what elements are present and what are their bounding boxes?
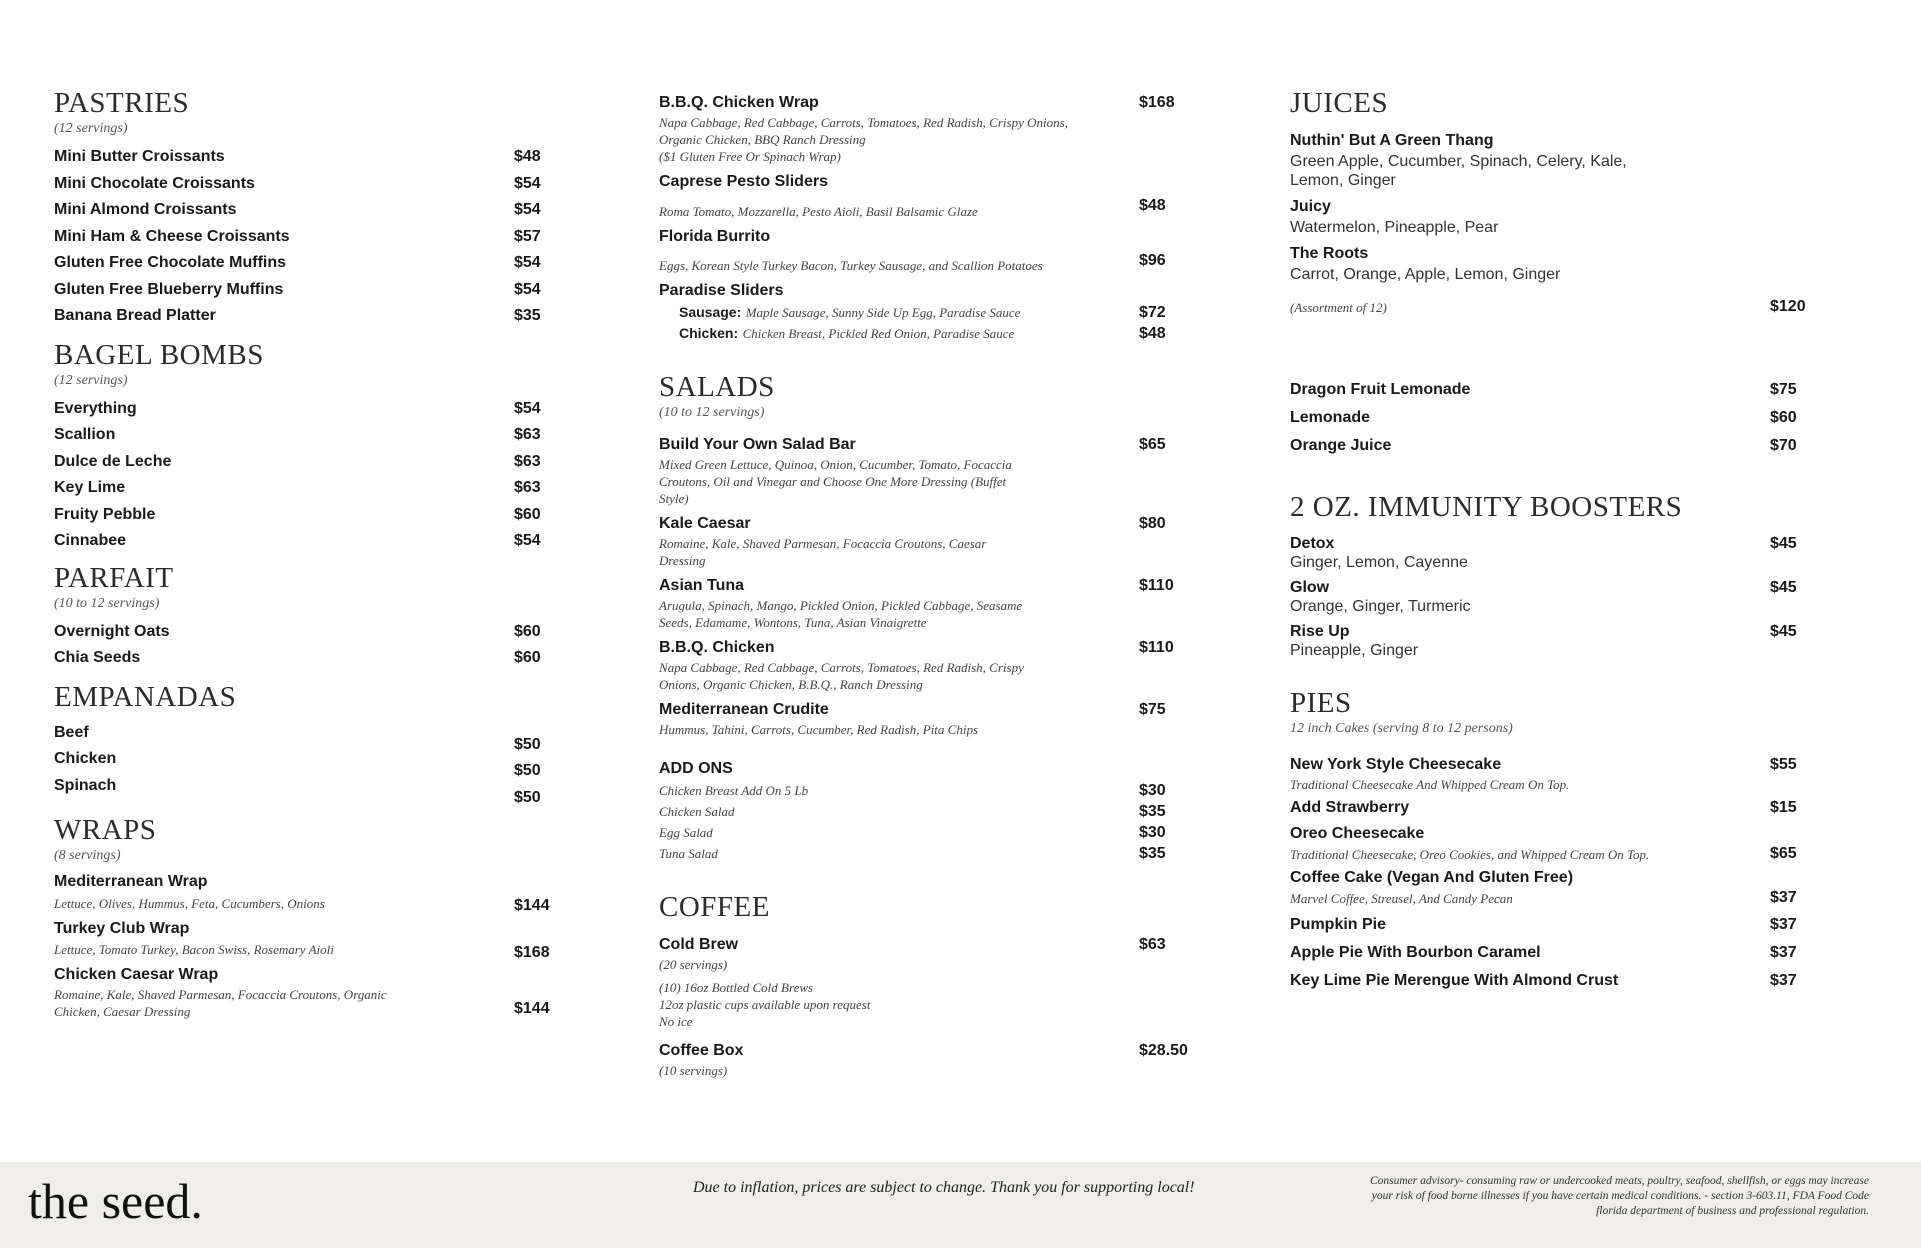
bagel-bombs-section [54,338,554,555]
item-price: $28.50 [1139,1042,1188,1059]
add-on-name: Egg Salad [659,825,713,840]
section-title: COFFEE [659,891,770,923]
juices-section [1290,86,1830,460]
menu-item [54,224,554,251]
column-right [1290,86,1830,995]
item-name: Scallion [54,426,116,443]
item-price: $65 [1770,845,1797,862]
section-title: WRAPS [54,814,157,846]
item-price: $144 [514,897,550,914]
item-price: $35 [514,307,541,324]
variant-price: $48 [1139,325,1166,342]
section-title: SALADS [659,371,775,403]
item-price: $54 [514,174,541,192]
item-price: $60 [1770,409,1797,426]
pastries-section [54,86,554,330]
booster-item [1290,578,1830,616]
item-name: Overnight Oats [54,622,170,640]
juice-item [1290,196,1830,237]
menu-item [54,277,554,304]
pie-item [1290,911,1830,939]
item-name: Dragon Fruit Lemonade [1290,381,1471,398]
item-desc: Marvel Coffee, Streusel, And Candy Pecan [1290,891,1513,906]
item-desc-line: (10) 16oz Bottled Cold Brews [659,980,814,995]
item-name: Cold Brew [659,936,739,953]
menu-item [54,871,554,912]
item-name: Detox [1290,535,1335,552]
menu-item [54,619,554,646]
parfait-section [54,561,554,672]
coffee-section [659,890,1199,1079]
item-note: ($1 Gluten Free Or Spinach Wrap) [659,149,841,164]
menu-item [1290,432,1830,460]
menu-item [54,918,554,959]
item-price: $54 [514,532,541,549]
menu-item [659,513,1199,569]
item-name: Oreo Cheesecake [1290,825,1425,842]
booster-item [1290,534,1830,572]
item-price: $168 [514,943,550,961]
variant-desc: Chicken Breast, Pickled Red Onion, Paradise Sauce [742,326,1015,341]
item-name: Florida Burrito [659,227,771,245]
item-price: $54 [514,201,541,218]
item-name: Juicy [1290,198,1331,215]
item-desc: Carrot, Orange, Apple, Lemon, Ginger [1290,266,1561,283]
section-title: JUICES [1290,87,1389,119]
menu-item [54,303,554,330]
item-name: Nuthin' But A Green Thang [1290,132,1494,149]
item-name: Coffee Cake (Vegan And Gluten Free) [1290,869,1574,886]
item-desc: Lettuce, Olives, Hummus, Feta, Cucumbers, Onions [54,895,325,911]
price-notice: Due to inflation, prices are subject to change. Thank you for supporting local! [693,1179,1195,1196]
item-desc: Napa Cabbage, Red Cabbage, Carrots, Tomatoes, Red Radish, Crispy Onions, Organic Chicken, B.B.Q., Ranch Dressing [659,660,1024,692]
item-desc: Hummus, Tahini, Carrots, Cucumber, Red Radish, Pita Chips [659,722,979,737]
item-price: $75 [1139,701,1166,718]
menu-item-paradise-sliders [659,280,1199,344]
item-name: Turkey Club Wrap [54,919,190,937]
menu-item-cold-brew [659,934,1199,1030]
menu-item [659,575,1199,631]
variant-desc: Maple Sausage, Sunny Side Up Egg, Paradise Sauce [745,305,1021,320]
add-on-name: Chicken Breast Add On 5 Lb [659,783,809,798]
pie-item [1290,967,1830,995]
add-ons-section [659,758,1199,864]
item-servings: (10 servings) [659,1063,728,1078]
menu-item [659,637,1199,693]
item-name: Mini Butter Croissants [54,148,225,165]
add-on-name: Tuna Salad [659,846,718,861]
juice-item [1290,130,1830,190]
juice-item [1290,243,1830,284]
item-price: $110 [1139,577,1174,594]
menu-item-caprese [659,171,1199,220]
menu-item [54,449,554,476]
section-servings: (12 servings) [54,372,128,388]
item-price: $54 [514,399,541,417]
section-title: 2 OZ. IMMUNITY BOOSTERS [1290,491,1683,523]
item-desc: Traditional Cheesecake And Whipped Cream On Top. [1290,777,1570,792]
item-name: Glow [1290,579,1330,596]
variant-price: $72 [1139,304,1166,321]
item-price: $45 [1770,579,1797,596]
item-price: $48 [1139,197,1166,214]
item-name: Dulce de Leche [54,452,172,470]
immunity-boosters-section [1290,490,1830,660]
item-price: $45 [1770,623,1797,640]
add-ons-title: ADD ONS [659,760,733,777]
item-name: Kale Caesar [659,515,751,532]
menu-item-name: Spinach [54,776,117,794]
menu-item-name: Beef [54,723,89,741]
item-name: Everything [54,399,137,417]
menu-item [54,144,554,171]
item-price: $60 [514,622,541,640]
variant-label: Sausage: [679,304,742,320]
item-price: $37 [1770,944,1797,961]
item-name: Mediterranean Crudite [659,701,829,718]
menu-item-name: Chicken [54,750,117,767]
item-price: $15 [1770,799,1797,816]
section-servings: (10 to 12 servings) [659,405,765,420]
item-name: B.B.Q. Chicken [659,639,775,656]
add-on-name: Chicken Salad [659,804,735,819]
item-price: $54 [514,280,541,298]
item-desc: Eggs, Korean Style Turkey Bacon, Turkey Sausage, and Scallion Potatoes [659,258,1043,273]
item-price: $60 [514,649,541,666]
menu-item [54,396,554,423]
menu-item [54,197,554,224]
item-name: Lemonade [1290,409,1371,426]
item-price: $45 [1770,535,1797,552]
item-name: Apple Pie With Bourbon Caramel [1290,944,1541,961]
variant-label: Chicken: [679,325,739,341]
item-name: Key Lime [54,479,126,496]
section-title: PASTRIES [54,87,190,119]
item-price: $75 [1770,381,1797,398]
item-name: Fruity Pebble [54,505,156,523]
menu-item [659,699,1199,738]
item-price: $70 [1770,437,1797,454]
item-name: Paradise Sliders [659,282,784,299]
item-desc: Lettuce, Tomato Turkey, Bacon Swiss, Rosemary Aioli [54,942,334,957]
item-desc: Mixed Green Lettuce, Quinoa, Onion, Cucumber, Tomato, Focaccia Croutons, Oil and Vinegar and Choose One More Dressing (Buffet Style) [659,457,1012,506]
item-price: $50 [514,735,541,753]
item-price: $37 [1770,889,1797,906]
menu-item [54,645,554,672]
section-title: PIES [1290,687,1352,719]
item-desc: Pineapple, Ginger [1290,642,1419,659]
item-name: Chicken Caesar Wrap [54,966,219,983]
empanadas-section [54,680,554,812]
item-name: Mini Chocolate Croissants [54,174,255,192]
section-title: PARFAIT [54,561,174,594]
add-on-price: $35 [1139,845,1166,862]
menu-item [1290,376,1830,404]
item-desc-line: 12oz plastic cups available upon request [659,997,871,1012]
item-name: The Roots [1290,245,1369,262]
footer-bar [0,1162,1921,1248]
item-desc: Ginger, Lemon, Cayenne [1290,554,1468,571]
item-price: $63 [514,479,541,496]
column-middle [659,92,1199,1085]
item-name: Pumpkin Pie [1290,916,1387,933]
item-name: Asian Tuna [659,577,745,594]
item-name: Cinnabee [54,532,127,549]
section-title: EMPANADAS [54,680,237,713]
wraps-section [54,813,554,1020]
menu-item [54,502,554,529]
pie-item [1290,754,1830,793]
menu-item [54,171,554,198]
item-name: Build Your Own Salad Bar [659,436,856,453]
menu-item-burrito [659,226,1199,275]
item-name: Add Strawberry [1290,799,1410,816]
menu-item-coffee-box [659,1040,1199,1079]
item-desc: Arugula, Spinach, Mango, Pickled Onion, Pickled Cabbage, Seasame Seeds, Edamame, Wontons, Tuna, Asian Vinaigrette [659,598,1023,630]
item-price: $50 [514,762,541,779]
pie-item [1290,939,1830,967]
brand-logo: the seed. [28,1173,203,1229]
item-servings: (20 servings) [659,957,728,972]
item-desc: Napa Cabbage, Red Cabbage, Carrots, Tomatoes, Red Radish, Crispy Onions, Organic Chicken, BBQ Ranch Dressing [659,115,1068,147]
salads-section [659,370,1199,738]
item-price: $55 [1770,756,1797,773]
item-desc-line: No ice [659,1014,693,1029]
item-price: $63 [514,452,541,470]
item-price: $50 [514,788,541,806]
menu-item [1290,404,1830,432]
item-name: Gluten Free Blueberry Muffins [54,280,284,298]
add-on-price: $35 [1139,803,1166,820]
consumer-advisory: Consumer advisory- consuming raw or undercooked meats, poultry, seafood, shellfish, or eggs may increase your risk of food borne illnesses if you have certain medical conditions. - section 3-603.11, FDA Food Code florida department of business and professional regulation. [1369,1175,1869,1217]
assortment-label: (Assortment of 12) [1290,299,1387,315]
item-price: $60 [514,505,541,523]
item-name: Gluten Free Chocolate Muffins [54,254,287,271]
item-price: $48 [514,148,541,165]
item-price: $110 [1139,639,1174,656]
item-name: Coffee Box [659,1042,744,1059]
item-price: $37 [1770,916,1797,933]
booster-item [1290,622,1830,660]
menu-item [54,964,554,1020]
item-price: $63 [1139,936,1166,953]
section-servings: 12 inch Cakes (serving 8 to 12 persons) [1290,721,1513,736]
menu-item [54,528,554,555]
item-name: Chia Seeds [54,649,141,666]
pies-section [1290,686,1830,995]
menu-item [54,422,554,449]
add-on-price: $30 [1139,782,1166,799]
item-name: Mini Ham & Cheese Croissants [54,227,290,245]
item-desc: Orange, Ginger, Turmeric [1290,598,1471,615]
item-name: New York Style Cheesecake [1290,756,1502,773]
menu-item-bbq-chicken-wrap [659,92,1199,165]
item-desc: Traditional Cheesecake, Oreo Cookies, and Whipped Cream On Top. [1290,847,1650,862]
item-price: $65 [1139,436,1166,453]
item-price: $80 [1139,515,1166,532]
column-left [54,86,554,1026]
item-desc: Romaine, Kale, Shaved Parmesan, Focaccia Croutons, Caesar Dressing [659,536,987,568]
item-desc: Green Apple, Cucumber, Spinach, Celery, Kale, Lemon, Ginger [1290,153,1627,189]
pie-item [1290,823,1830,863]
menu-item [54,250,554,277]
item-name: Caprese Pesto Sliders [659,173,828,190]
section-title: BAGEL BOMBS [54,338,264,371]
add-on-price: $30 [1139,824,1166,841]
section-servings: (12 servings) [54,121,128,136]
item-price: $37 [1770,972,1797,989]
item-price: $57 [514,227,541,245]
section-servings: (10 to 12 servings) [54,595,160,611]
item-price: $168 [1139,94,1175,111]
item-price: $54 [514,254,541,271]
item-name: B.B.Q. Chicken Wrap [659,94,819,111]
pie-item [1290,867,1830,907]
item-name: Banana Bread Platter [54,307,216,324]
item-name: Rise Up [1290,623,1350,640]
item-name: Orange Juice [1290,437,1392,454]
item-price: $144 [514,999,550,1017]
item-price: $96 [1139,251,1166,269]
item-desc: Watermelon, Pineapple, Pear [1290,219,1499,236]
item-desc: Roma Tomato, Mozzarella, Pesto Aioli, Basil Balsamic Glaze [659,203,978,219]
item-name: Mediterranean Wrap [54,873,208,890]
assortment-price: $120 [1770,298,1806,315]
section-servings: (8 servings) [54,848,121,863]
menu-item [54,475,554,502]
item-name: Key Lime Pie Merengue With Almond Crust [1290,972,1619,989]
item-name: Mini Almond Croissants [54,201,237,218]
pie-item [1290,797,1830,819]
item-price: $63 [514,426,541,443]
menu-item [659,434,1199,507]
item-desc: Romaine, Kale, Shaved Parmesan, Focaccia Croutons, Organic Chicken, Caesar Dressing [54,987,387,1019]
